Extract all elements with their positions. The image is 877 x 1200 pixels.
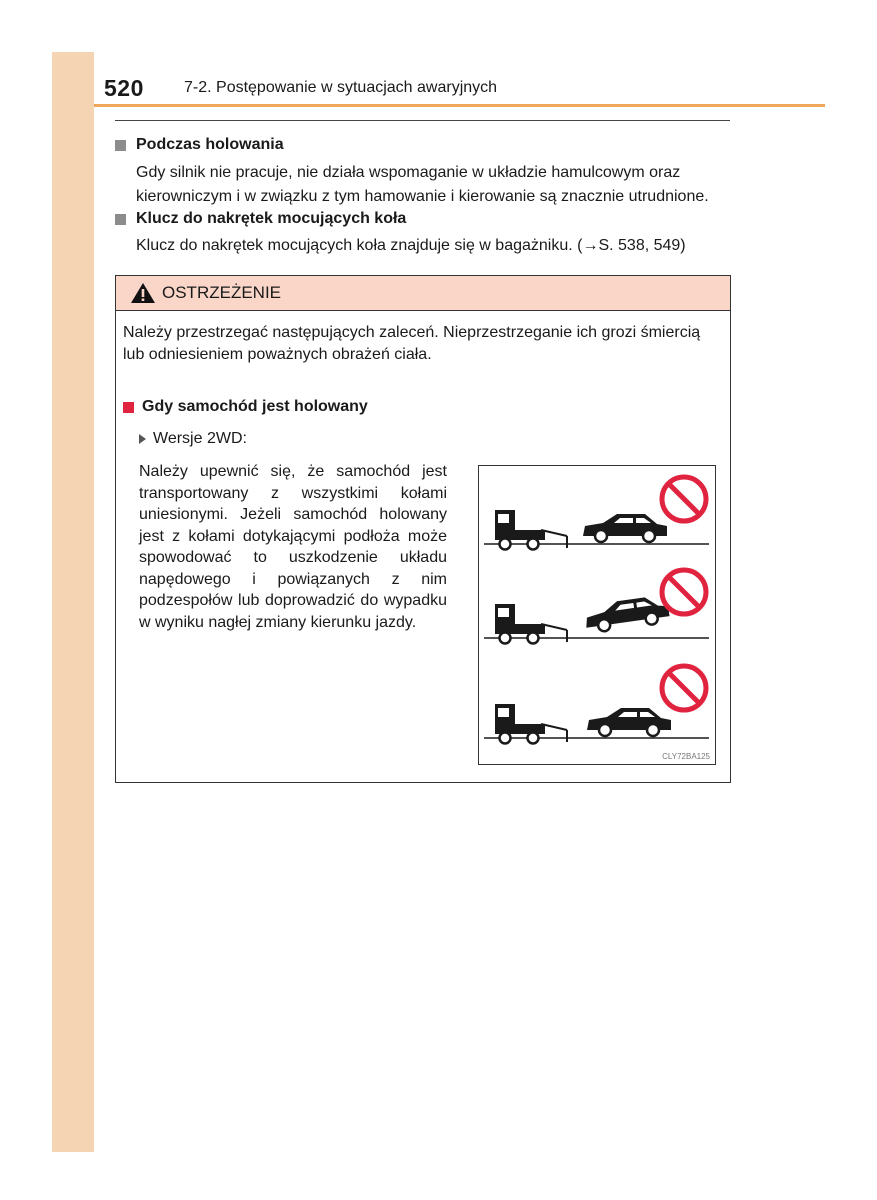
warning-header bbox=[116, 276, 730, 311]
page-number: 520 bbox=[104, 75, 144, 101]
warning-title: OSTRZEŻENIE bbox=[162, 283, 282, 302]
prohibition-icon bbox=[662, 666, 706, 710]
bullet-square-icon bbox=[115, 214, 126, 225]
bullet-red-square-icon bbox=[123, 402, 134, 413]
chapter-title: 7-2. Postępowanie w sytuacjach awaryjnych bbox=[184, 79, 498, 96]
section-title-text: Klucz do nakrętek mocujących koła bbox=[136, 210, 407, 227]
section-title-towing bbox=[115, 136, 284, 154]
subsection-title-text: Gdy samochód jest holowany bbox=[142, 398, 368, 415]
subsection-title bbox=[123, 398, 368, 416]
prohibition-icon bbox=[662, 477, 706, 521]
figure-code: CLY72BA125 bbox=[662, 752, 710, 761]
triangle-bullet-icon bbox=[139, 434, 146, 444]
side-tab bbox=[52, 52, 94, 1152]
page-header bbox=[94, 70, 825, 107]
car-icon bbox=[587, 708, 671, 736]
section-body-towing: Gdy silnik nie pracuje, nie działa wspomaganie w układzie hamulcowym oraz kierowniczym i w związku z tym hamowanie i kierowanie są znacznie utrudnione. bbox=[136, 164, 709, 205]
car-icon bbox=[583, 594, 670, 633]
variant-text: Wersje 2WD: bbox=[153, 430, 247, 447]
variant-label bbox=[139, 430, 247, 448]
section-body-wheel-wrench: Klucz do nakrętek mocujących koła znajduje się w bagażniku. (→S. 538, 549) bbox=[136, 237, 686, 254]
warning-text: Należy przestrzegać następujących zaleceń. Nieprzestrzeganie ich grozi śmiercią lub odniesieniem poważnych obrażeń ciała. bbox=[123, 324, 701, 363]
prohibition-icon bbox=[662, 570, 706, 614]
towing-diagram bbox=[479, 466, 715, 764]
section-title-text: Podczas holowania bbox=[136, 136, 284, 153]
car-icon bbox=[583, 514, 667, 542]
bullet-square-icon bbox=[115, 140, 126, 151]
section-title-wheel-wrench bbox=[115, 210, 406, 228]
warning-triangle-icon bbox=[130, 282, 156, 304]
towing-illustration bbox=[478, 465, 716, 765]
warning-box bbox=[115, 275, 731, 783]
towing-instructions: Należy upewnić się, że samochód jest transportowany z wszystkimi kołami uniesionymi. Jeżeli samochód holowany jest z kołami dotykającymi podłoża może spowodować to uszkodzenie układu napędowego i powiązanych z nim podzespołów lub doprowadzić do wypadku w wyniku nagłej zmiany kierunku jazdy. bbox=[139, 463, 447, 631]
section-divider bbox=[115, 120, 730, 121]
